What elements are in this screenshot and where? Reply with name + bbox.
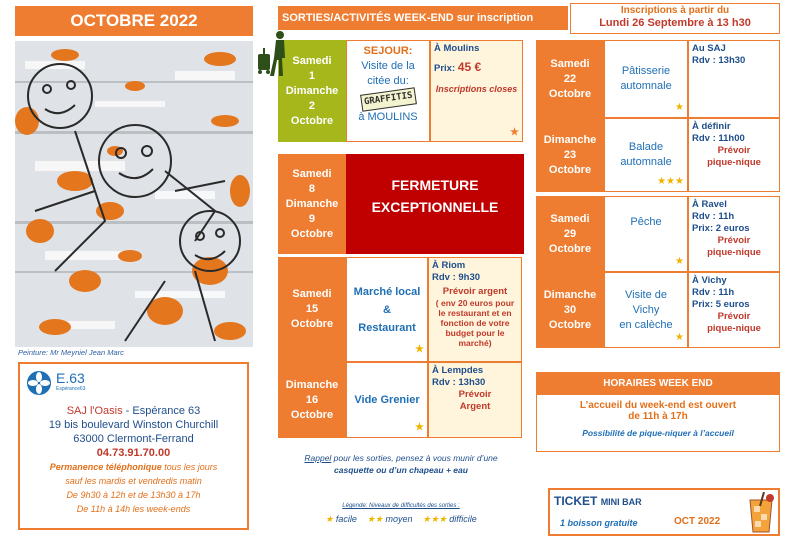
section-title: SORTIES/ACTIVITÉS WEEK-END sur inscription <box>278 6 568 30</box>
drink-icon <box>746 492 776 534</box>
difficulty-stars: ★ <box>415 422 424 433</box>
sejour-title: SEJOUR: <box>363 45 413 57</box>
ticket-title: TICKET <box>554 494 598 508</box>
logo-text: E.63 <box>56 370 85 386</box>
activity-vide-grenier[interactable]: Vide Grenier ★ <box>346 362 428 438</box>
contact-card <box>18 362 249 530</box>
contact-name: SAJ l'Oasis - Espérance 63 <box>66 405 201 417</box>
inscription-line-1: Inscriptions à partir du <box>620 5 730 16</box>
closure-notice: FERMETURE EXCEPTIONNELLE <box>346 154 524 254</box>
date-saturday-22: Samedi 22 Octobre <box>536 40 604 118</box>
date-saturday-15: Samedi 15 Octobre <box>278 257 346 362</box>
logo-subtext: Espérance63 <box>56 386 86 392</box>
contact-line-4: De 11h à 14h les week-ends <box>76 504 191 514</box>
date-saturday-29: Samedi 29 Octobre <box>536 196 604 272</box>
logo-flower-icon <box>26 370 52 396</box>
painting-caption: Peinture: Mr Meyniel Jean Marc <box>18 348 124 357</box>
horaires-title: HORAIRES WEEK END <box>536 372 780 394</box>
date-weekend-1: Samedi 1 Dimanche 2 Octobre <box>278 40 346 142</box>
info-sunday-16: À Lempdes Rdv : 13h30 Prévoir Argent <box>428 362 522 438</box>
inscription-date: Lundi 26 Septembre à 13 h30 <box>599 17 751 29</box>
info-saturday-15: À Riom Rdv : 9h30 Prévoir argent ( env 20 euros pour le restaurant et en fonction de votre budget pour le marché) <box>428 257 522 362</box>
month-title: OCTOBRE 2022 <box>15 6 253 36</box>
activity-peche[interactable]: Pêche ★ <box>604 196 688 272</box>
inscription-box <box>570 3 780 34</box>
difficulty-legend: Légende: Niveaux de difficultés des sorties : ★ facile ★★ moyen ★★★ difficile <box>325 503 477 524</box>
info-sunday-30: À Vichy Rdv : 11h Prix: 5 euros Prévoir pique-nique <box>688 272 780 348</box>
date-weekend-2: Samedi 8 Dimanche 9 Octobre <box>278 154 346 254</box>
ticket-detail: 1 boisson gratuite <box>560 518 638 528</box>
activity-vichy[interactable]: Visite de Vichy en calèche ★ <box>604 272 688 348</box>
ticket-month: OCT 2022 <box>674 516 721 527</box>
activity-marche-local[interactable]: Marché local & Restaurant ★ <box>346 257 428 362</box>
info-saturday-29: À Ravel Rdv : 11h Prix: 2 euros Prévoir pique-nique <box>688 196 780 272</box>
contact-line-2: sauf les mardis et vendredis matin <box>65 476 202 486</box>
difficulty-stars: ★ <box>675 332 684 343</box>
sejour-line-3: à MOULINS <box>358 111 418 123</box>
activity-balade[interactable]: Balade automnale ★★★ <box>604 118 688 192</box>
date-sunday-30: Dimanche 30 Octobre <box>536 272 604 348</box>
activity-sejour-moulins[interactable] <box>346 40 430 142</box>
horaires-line-1: L’accueil du week-end est ouvert <box>579 400 737 411</box>
painting-image <box>15 41 253 347</box>
info-sunday-23: À définir Rdv : 11h00 Prévoir pique-nique <box>688 118 780 192</box>
sejour-line-2: citée du: <box>367 75 409 87</box>
difficulty-stars: ★ <box>675 102 684 113</box>
contact-address-1: 19 bis boulevard Winston Churchill <box>48 419 219 431</box>
date-sunday-23: Dimanche 23 Octobre <box>536 118 604 192</box>
graffiti-word: GRAFFITIS <box>360 87 417 111</box>
contact-address-2: 63000 Clermont-Ferrand <box>73 433 194 445</box>
difficulty-stars: ★ <box>510 127 519 138</box>
sejour-line-1: Visite de la <box>361 60 415 72</box>
horaires-line-2: de 11h à 17h <box>628 411 688 422</box>
horaires-line-3: Possibilité de pique-niquer à l’accueil <box>582 428 734 438</box>
contact-permanence: Permanence téléphonique tous les jours <box>49 462 218 472</box>
difficulty-stars: ★★★ <box>657 176 684 187</box>
date-sunday-16: Dimanche 16 Octobre <box>278 362 346 438</box>
reminder-text: Rappel pour les sorties, pensez à vous munir d’une casquette ou d’un chapeau + eau <box>304 453 498 475</box>
activity-patisserie[interactable]: Pâtisserie automnale ★ <box>604 40 688 118</box>
logo <box>26 370 96 396</box>
difficulty-stars: ★ <box>415 344 424 355</box>
difficulty-stars: ★ <box>675 256 684 267</box>
contact-phone[interactable]: 04.73.91.70.00 <box>96 447 171 459</box>
info-weekend-1: À Moulins Prix: 45 € Inscriptions closes ★ <box>430 40 523 142</box>
horaires-box <box>536 394 780 452</box>
traveler-icon <box>252 30 292 82</box>
contact-line-3: De 9h30 à 12h et de 13h30 à 17h <box>66 490 201 500</box>
info-saturday-22: Au SAJ Rdv : 13h30 <box>688 40 780 118</box>
ticket-mini-bar[interactable] <box>548 488 780 536</box>
ticket-subtitle: MINI BAR <box>600 497 642 507</box>
